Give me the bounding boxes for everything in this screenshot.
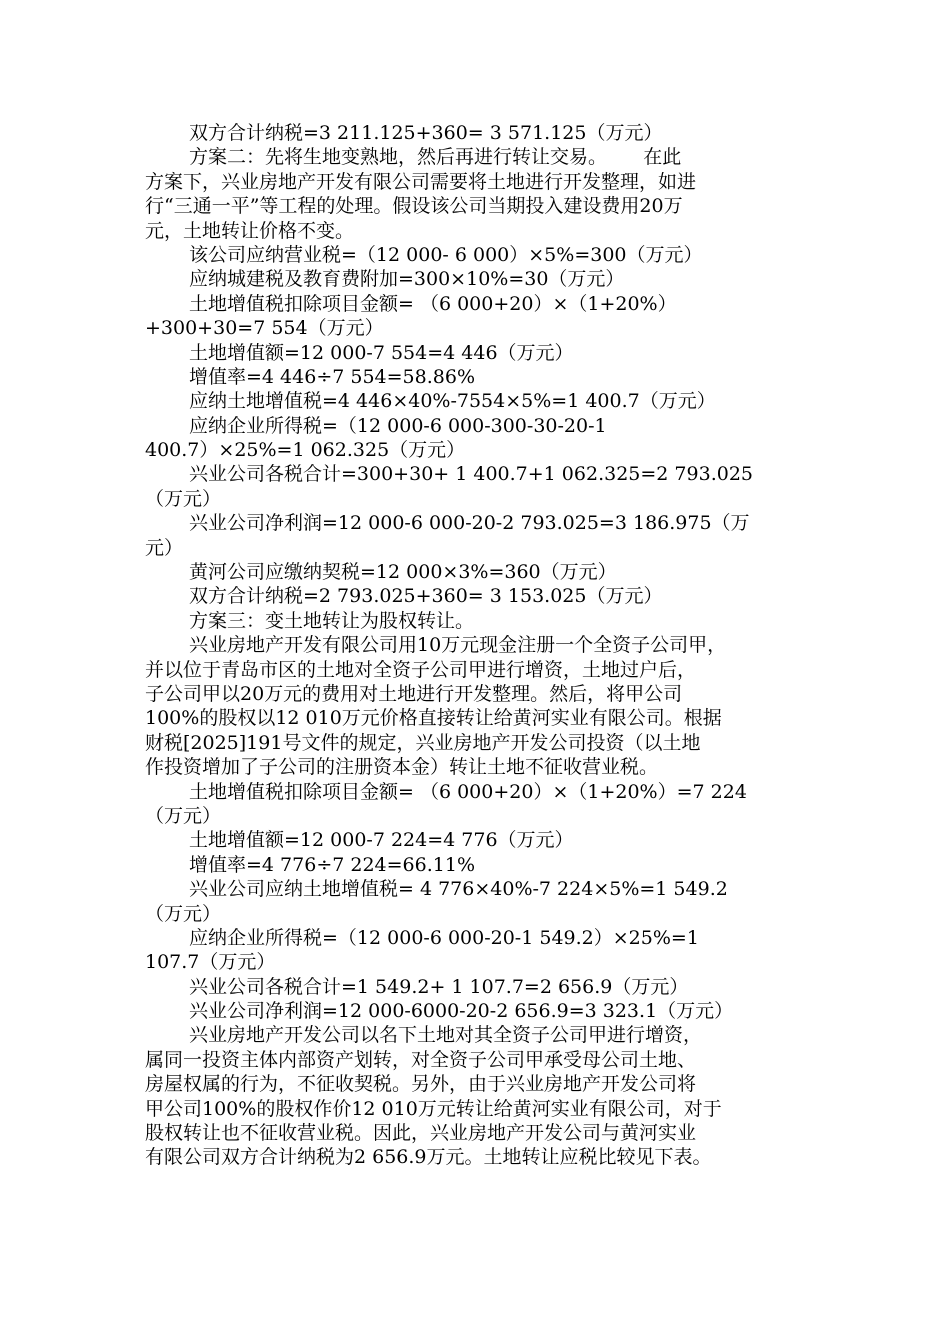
text-line: 增值率=4 776÷7 224=66.11% <box>189 853 475 876</box>
text-line: 400.7）×25%=1 062.325（万元） <box>145 439 466 462</box>
text-line: 财税[2025]191号文件的规定，兴业房地产开发公司投资（以土地 <box>145 731 701 754</box>
text-line: 兴业公司净利润=12 000-6000-20-2 656.9=3 323.1（万元） <box>189 1000 734 1023</box>
text-line: 方案二：先将生地变熟地，然后再进行转让交易。 在此 <box>189 146 682 169</box>
text-line: 行“三通一平”等工程的处理。假设该公司当期投入建设费用20万 <box>145 195 683 218</box>
text-line: 子公司甲以20万元的费用对土地进行开发整理。然后，将甲公司 <box>145 682 683 705</box>
text-line: 土地增值额=12 000-7 554=4 446（万元） <box>189 341 574 364</box>
text-line: 该公司应纳营业税=（12 000- 6 000）×5%=300（万元） <box>189 243 703 266</box>
document-body <box>145 121 810 1170</box>
text-line: 土地增值税扣除项目金额= （6 000+20）×（1+20%） <box>189 292 677 315</box>
text-line: 增值率=4 446÷7 554=58.86% <box>189 365 475 388</box>
text-line: （万元） <box>145 487 222 510</box>
text-line: 兴业公司各税合计=1 549.2+ 1 107.7=2 656.9（万元） <box>189 975 689 998</box>
text-line: 兴业公司净利润=12 000-6 000-20-2 793.025=3 186.975（万 <box>189 512 750 535</box>
text-line: 兴业房地产开发公司以名下土地对其全资子公司甲进行增资， <box>189 1024 703 1047</box>
text-line: 100%的股权以12 010万元价格直接转让给黄河实业有限公司。根据 <box>145 707 722 730</box>
text-line: 应纳城建税及教育费附加=300×10%=30（万元） <box>189 268 625 291</box>
text-line: 方案下，兴业房地产开发有限公司需要将土地进行开发整理，如进 <box>145 170 697 193</box>
text-line: 应纳土地增值税=4 446×40%-7554×5%=1 400.7（万元） <box>189 390 716 413</box>
text-line: 元，土地转让价格不变。 <box>145 219 355 242</box>
text-line: 有限公司双方合计纳税为2 656.9万元。土地转让应税比较见下表。 <box>145 1146 712 1169</box>
text-line: 兴业公司应纳土地增值税= 4 776×40%-7 224×5%=1 549.2 <box>189 878 728 901</box>
text-line: 元） <box>145 536 184 559</box>
text-line: 兴业公司各税合计=300+30+ 1 400.7+1 062.325=2 793.025 <box>189 463 753 486</box>
text-line: 双方合计纳税=2 793.025+360= 3 153.025（万元） <box>189 585 663 608</box>
text-line: 应纳企业所得税=（12 000-6 000-20-1 549.2）×25%=1 <box>189 926 699 949</box>
text-line: 属同一投资主体内部资产划转，对全资子公司甲承受母公司土地、 <box>145 1048 697 1071</box>
text-line: 土地增值税扣除项目金额= （6 000+20）×（1+20%）=7 224 <box>189 780 747 803</box>
text-line: 方案三：变土地转让为股权转让。 <box>189 609 475 632</box>
text-line: 双方合计纳税=3 211.125+360= 3 571.125（万元） <box>189 122 663 144</box>
text-line: 股权转让也不征收营业税。因此，兴业房地产开发公司与黄河实业 <box>145 1122 697 1145</box>
text-line: 房屋权属的行为，不征收契税。另外，由于兴业房地产开发公司将 <box>145 1073 697 1096</box>
text-line: 107.7（万元） <box>145 951 276 974</box>
text-line: 土地增值额=12 000-7 224=4 776（万元） <box>189 829 574 852</box>
text-line: +300+30=7 554（万元） <box>145 317 384 340</box>
text-line: 应纳企业所得税=（12 000-6 000-300-30-20-1 <box>189 414 607 437</box>
text-line: 兴业房地产开发有限公司用10万元现金注册一个全资子公司甲， <box>189 634 727 657</box>
text-line: 作投资增加了子公司的注册资本金）转让土地不征收营业税。 <box>145 756 659 779</box>
text-line: 甲公司100%的股权作价12 010万元转让给黄河实业有限公司，对于 <box>145 1097 722 1120</box>
text-line: （万元） <box>145 804 222 827</box>
text-line: 黄河公司应缴纳契税=12 000×3%=360（万元） <box>189 561 617 584</box>
text-line: （万元） <box>145 902 222 925</box>
text-line: 并以位于青岛市区的土地对全资子公司甲进行增资，土地过户后， <box>145 658 697 681</box>
